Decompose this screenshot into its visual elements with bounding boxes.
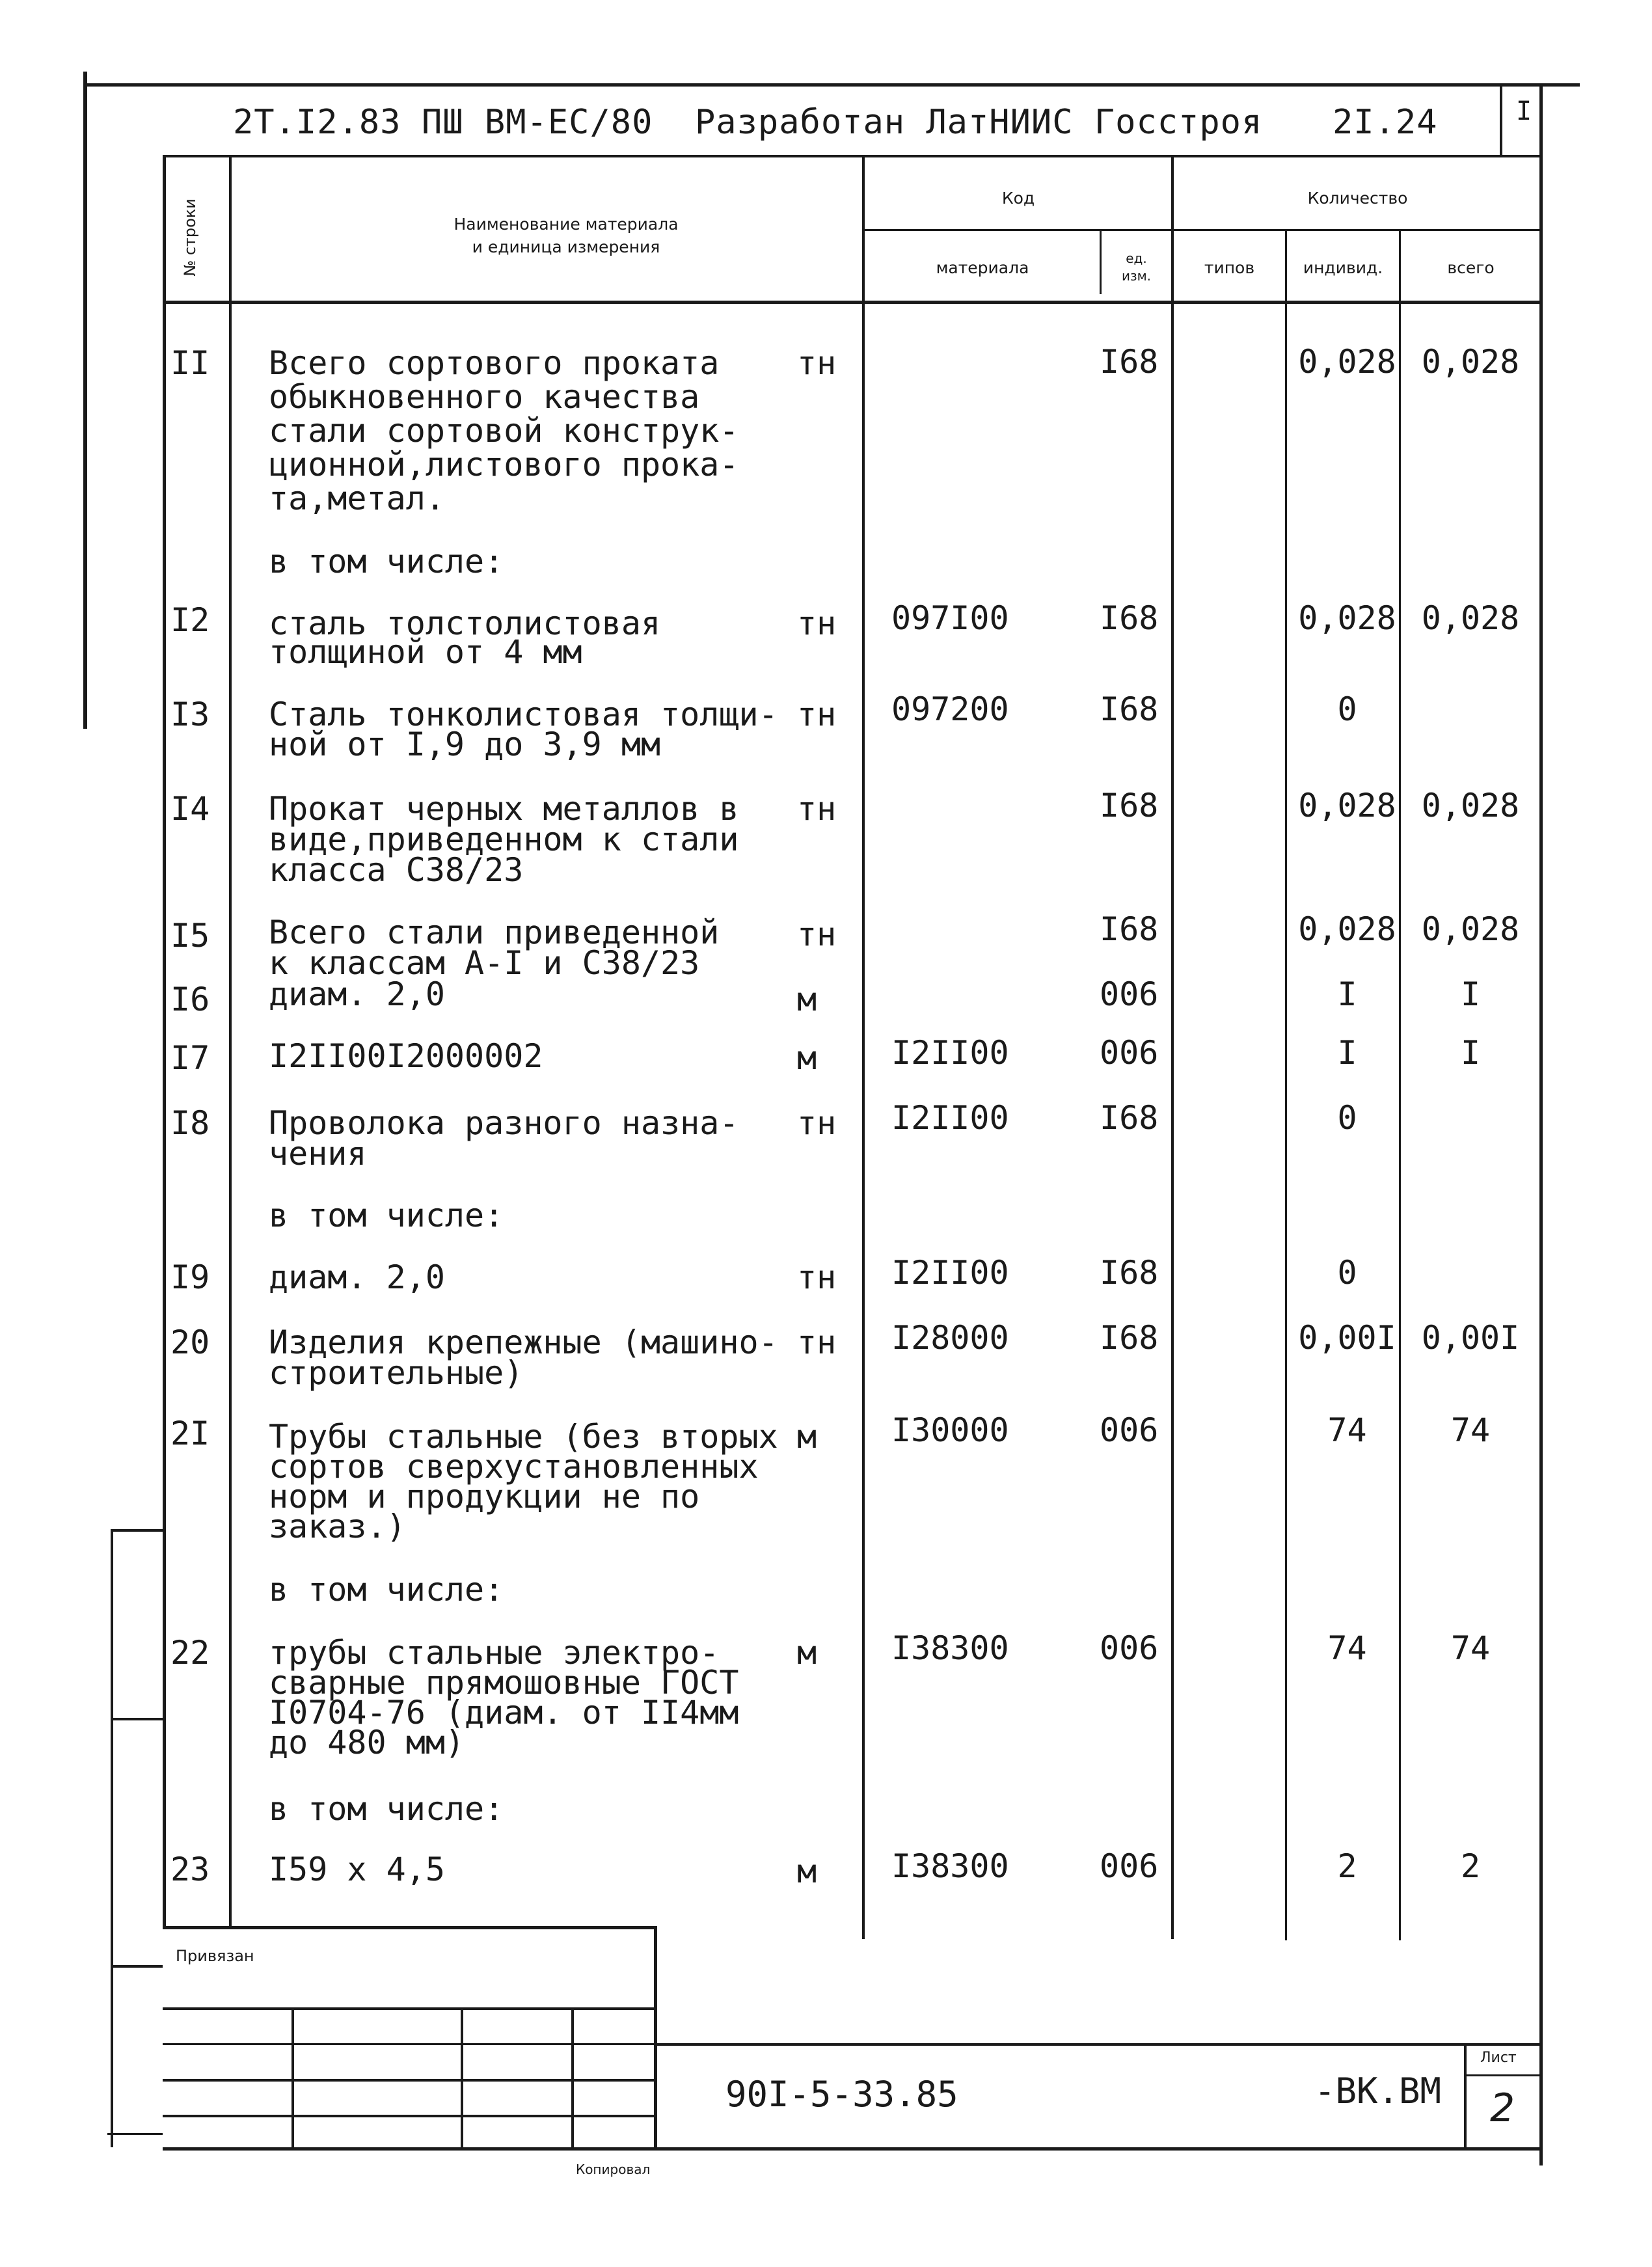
row-no: I9 <box>170 1258 210 1296</box>
row-name-line: трубы стальные электро- <box>269 1634 720 1672</box>
row-ed: I68 <box>1100 1099 1159 1137</box>
frame-corner-box <box>1500 83 1502 155</box>
stamp-col-line <box>291 2007 294 2147</box>
row-no: I5 <box>170 917 210 955</box>
row-no: 23 <box>170 1851 210 1888</box>
row-name-line: класса С38/23 <box>269 851 524 889</box>
row-name-line: норм и продукции не по <box>269 1478 700 1515</box>
row-unit: м <box>797 981 817 1018</box>
row-no: 20 <box>170 1324 210 1361</box>
stamp-col-line <box>571 2007 574 2147</box>
row-name-line: к классам А-I и С38/23 <box>269 944 700 982</box>
sheet-box-divider <box>1464 2074 1541 2076</box>
row-name-line: та,метал. <box>269 480 445 517</box>
row-name-line: диам. 2,0 <box>269 975 445 1013</box>
header-name-line1: Наименование материала <box>454 215 679 234</box>
header-underline <box>163 155 1541 157</box>
row-name-line: строительные) <box>269 1354 524 1392</box>
row-name-line: Сталь тонколистовая толщи- <box>269 696 778 733</box>
stamp-right-edge <box>654 1926 657 2147</box>
stamp-row-line <box>163 2007 657 2010</box>
row-unit: тн <box>797 1104 837 1142</box>
row-code: I30000 <box>891 1411 1009 1449</box>
row-no: I2 <box>170 601 210 639</box>
row-name-line: I0704-76 (диам. от II4мм <box>269 1694 739 1731</box>
row-subheading: в том числе: <box>269 543 504 580</box>
col-divider-code <box>1171 156 1174 1939</box>
row-no: I3 <box>170 696 210 733</box>
row-ed: 006 <box>1100 1847 1159 1885</box>
row-unit: тн <box>797 344 837 382</box>
row-ed: I68 <box>1100 343 1159 381</box>
row-no: 2I <box>170 1415 210 1452</box>
row-name-line: чения <box>269 1135 367 1173</box>
row-name-line: обыкновенного качества <box>269 378 700 416</box>
bottom-left-dash <box>107 2133 163 2135</box>
row-total: 0,00I <box>1421 1319 1520 1357</box>
row-ed: 006 <box>1100 975 1159 1013</box>
row-indiv: I <box>1337 1034 1357 1072</box>
row-no: I4 <box>170 790 210 828</box>
row-name-line: Всего стали приведенной <box>269 914 720 951</box>
header-developer: Разработан ЛатНИИС Госстроя <box>695 103 1263 142</box>
row-indiv: 0,00I <box>1298 1319 1396 1357</box>
header-row-no: № строки <box>181 198 199 277</box>
row-indiv: 0 <box>1337 1254 1357 1292</box>
row-no: I6 <box>170 981 210 1018</box>
row-unit: тн <box>797 1324 837 1361</box>
row-name-line: I2II00I2000002 <box>269 1037 543 1075</box>
row-ed: I68 <box>1100 599 1159 637</box>
row-ed: 006 <box>1100 1411 1159 1449</box>
sheet-label: Лист <box>1480 2050 1517 2066</box>
row-code: I28000 <box>891 1319 1009 1357</box>
row-unit: м <box>797 1853 817 1890</box>
row-ed: I68 <box>1100 1254 1159 1292</box>
header-mid-line <box>862 229 1541 231</box>
row-code: I2II00 <box>891 1034 1009 1072</box>
row-name-line: сварные прямошовные ГОСТ <box>269 1664 739 1702</box>
stamp-row-line <box>163 2115 657 2117</box>
stamp-col-line <box>461 2007 463 2147</box>
row-indiv: 0,028 <box>1298 343 1396 381</box>
header-qty-group: Количество <box>1307 189 1408 208</box>
row-total: 2 <box>1460 1847 1481 1885</box>
margin-stamp-line <box>111 1965 163 1968</box>
row-name-line: до 480 мм) <box>269 1724 465 1761</box>
row-unit: тн <box>797 790 837 828</box>
row-no: I7 <box>170 1039 210 1077</box>
margin-stamp-line <box>111 1529 163 1532</box>
col-divider-indiv <box>1399 229 1401 1940</box>
row-name-line: сортов сверхустановленных <box>269 1448 759 1486</box>
row-total: I <box>1460 975 1481 1013</box>
col-divider-name <box>862 156 865 1939</box>
row-name-line: Проволока разного назна- <box>269 1104 739 1142</box>
sheet-box-left <box>1464 2043 1467 2151</box>
row-name-line: заказ.) <box>269 1508 406 1545</box>
header-typical: типов <box>1204 258 1255 277</box>
row-indiv: I <box>1337 975 1357 1013</box>
row-total: 0,028 <box>1421 787 1520 824</box>
header-date: 2Т.I2.83 <box>233 103 401 142</box>
row-unit: тн <box>797 604 837 642</box>
row-indiv: 2 <box>1337 1847 1357 1885</box>
header-code: 2I.24 <box>1333 103 1438 142</box>
col-divider-typical <box>1285 229 1287 1940</box>
stamp-top-line <box>163 1926 657 1929</box>
row-indiv: 0,028 <box>1298 787 1396 824</box>
row-name-line: виде,приведенном к стали <box>269 821 739 858</box>
row-name-line: Прокат черных металлов в <box>269 790 739 828</box>
row-code: I2II00 <box>891 1099 1009 1137</box>
header-unit-code-2: изм. <box>1121 268 1152 284</box>
row-name-line: I59 х 4,5 <box>269 1851 445 1888</box>
row-code: I2II00 <box>891 1254 1009 1292</box>
row-ed: 006 <box>1100 1629 1159 1667</box>
row-unit: тн <box>797 696 837 733</box>
row-unit: м <box>797 1634 817 1672</box>
stamp-privyazan: Привязан <box>176 1947 254 1965</box>
row-indiv: 0,028 <box>1298 910 1396 948</box>
row-total: 0,028 <box>1421 599 1520 637</box>
row-unit: тн <box>797 916 837 953</box>
header-name-line2: и единица измерения <box>472 238 660 256</box>
header-org-code: ПШ ВМ-ЕС/80 <box>422 103 653 142</box>
row-indiv: 0 <box>1337 690 1357 728</box>
title-block-top <box>654 2043 1541 2046</box>
row-indiv: 0,028 <box>1298 599 1396 637</box>
row-unit: тн <box>797 1258 837 1296</box>
frame-left-edge <box>83 72 87 729</box>
row-total: 0,028 <box>1421 910 1520 948</box>
row-code: I38300 <box>891 1847 1009 1885</box>
row-total: 74 <box>1450 1629 1491 1667</box>
header-code-group: Код <box>1001 189 1035 208</box>
frame-right-edge <box>1539 83 1543 2165</box>
header-unit-code-1: ед. <box>1126 251 1147 266</box>
row-name-line: Трубы стальные (без вторых <box>269 1418 778 1456</box>
row-name-line: Изделия крепежные (машино- <box>269 1324 778 1361</box>
row-total: 74 <box>1450 1411 1491 1449</box>
row-no: II <box>170 344 210 382</box>
header-corner: I <box>1516 96 1533 126</box>
row-code: I38300 <box>891 1629 1009 1667</box>
row-no: 22 <box>170 1634 210 1672</box>
header-material: материала <box>936 258 1029 277</box>
kopiroval-label: Копировал <box>576 2162 651 2177</box>
row-ed: 006 <box>1100 1034 1159 1072</box>
sheet-number: 2 <box>1490 2085 1515 2131</box>
row-name-line: Всего сортового проката <box>269 344 720 382</box>
header-bottom-line <box>163 301 1541 304</box>
row-subheading: в том числе: <box>269 1790 504 1828</box>
document-suffix: -ВК.ВМ <box>1314 2070 1442 2111</box>
row-name-line: стали сортовой конструк- <box>269 412 739 450</box>
row-indiv: 74 <box>1327 1411 1367 1449</box>
document-code: 90I-5-33.85 <box>725 2074 958 2115</box>
header-individual: индивид. <box>1303 258 1383 277</box>
row-no: I8 <box>170 1104 210 1142</box>
table-left-border <box>163 156 166 1926</box>
frame-bottom-edge <box>163 2147 1541 2151</box>
row-ed: I68 <box>1100 787 1159 824</box>
row-subheading: в том числе: <box>269 1197 504 1234</box>
stamp-row-line <box>163 2043 657 2045</box>
frame-top-edge <box>83 83 1580 87</box>
col-divider-rowno <box>229 156 232 1926</box>
row-subheading: в том числе: <box>269 1571 504 1609</box>
stamp-row-line <box>163 2079 657 2082</box>
row-ed: I68 <box>1100 910 1159 948</box>
row-total: I <box>1460 1034 1481 1072</box>
row-code: 097I00 <box>891 599 1009 637</box>
row-ed: I68 <box>1100 1319 1159 1357</box>
row-ed: I68 <box>1100 690 1159 728</box>
row-name-line: диам. 2,0 <box>269 1258 445 1296</box>
row-indiv: 74 <box>1327 1629 1367 1667</box>
row-unit: м <box>797 1039 817 1077</box>
row-indiv: 0 <box>1337 1099 1357 1137</box>
row-code: 097200 <box>891 690 1009 728</box>
margin-stamp-line <box>111 1718 163 1720</box>
row-name-line: ционной,листового прока- <box>269 446 739 483</box>
row-total: 0,028 <box>1421 343 1520 381</box>
row-name-line: сталь толстолистовая <box>269 604 661 642</box>
header-total: всего <box>1447 258 1495 277</box>
row-name-line: ной от I,9 до 3,9 мм <box>269 726 661 763</box>
row-name-line: толщиной от 4 мм <box>269 633 582 671</box>
margin-stamp-line <box>111 1529 113 2147</box>
row-unit: м <box>797 1418 817 1456</box>
